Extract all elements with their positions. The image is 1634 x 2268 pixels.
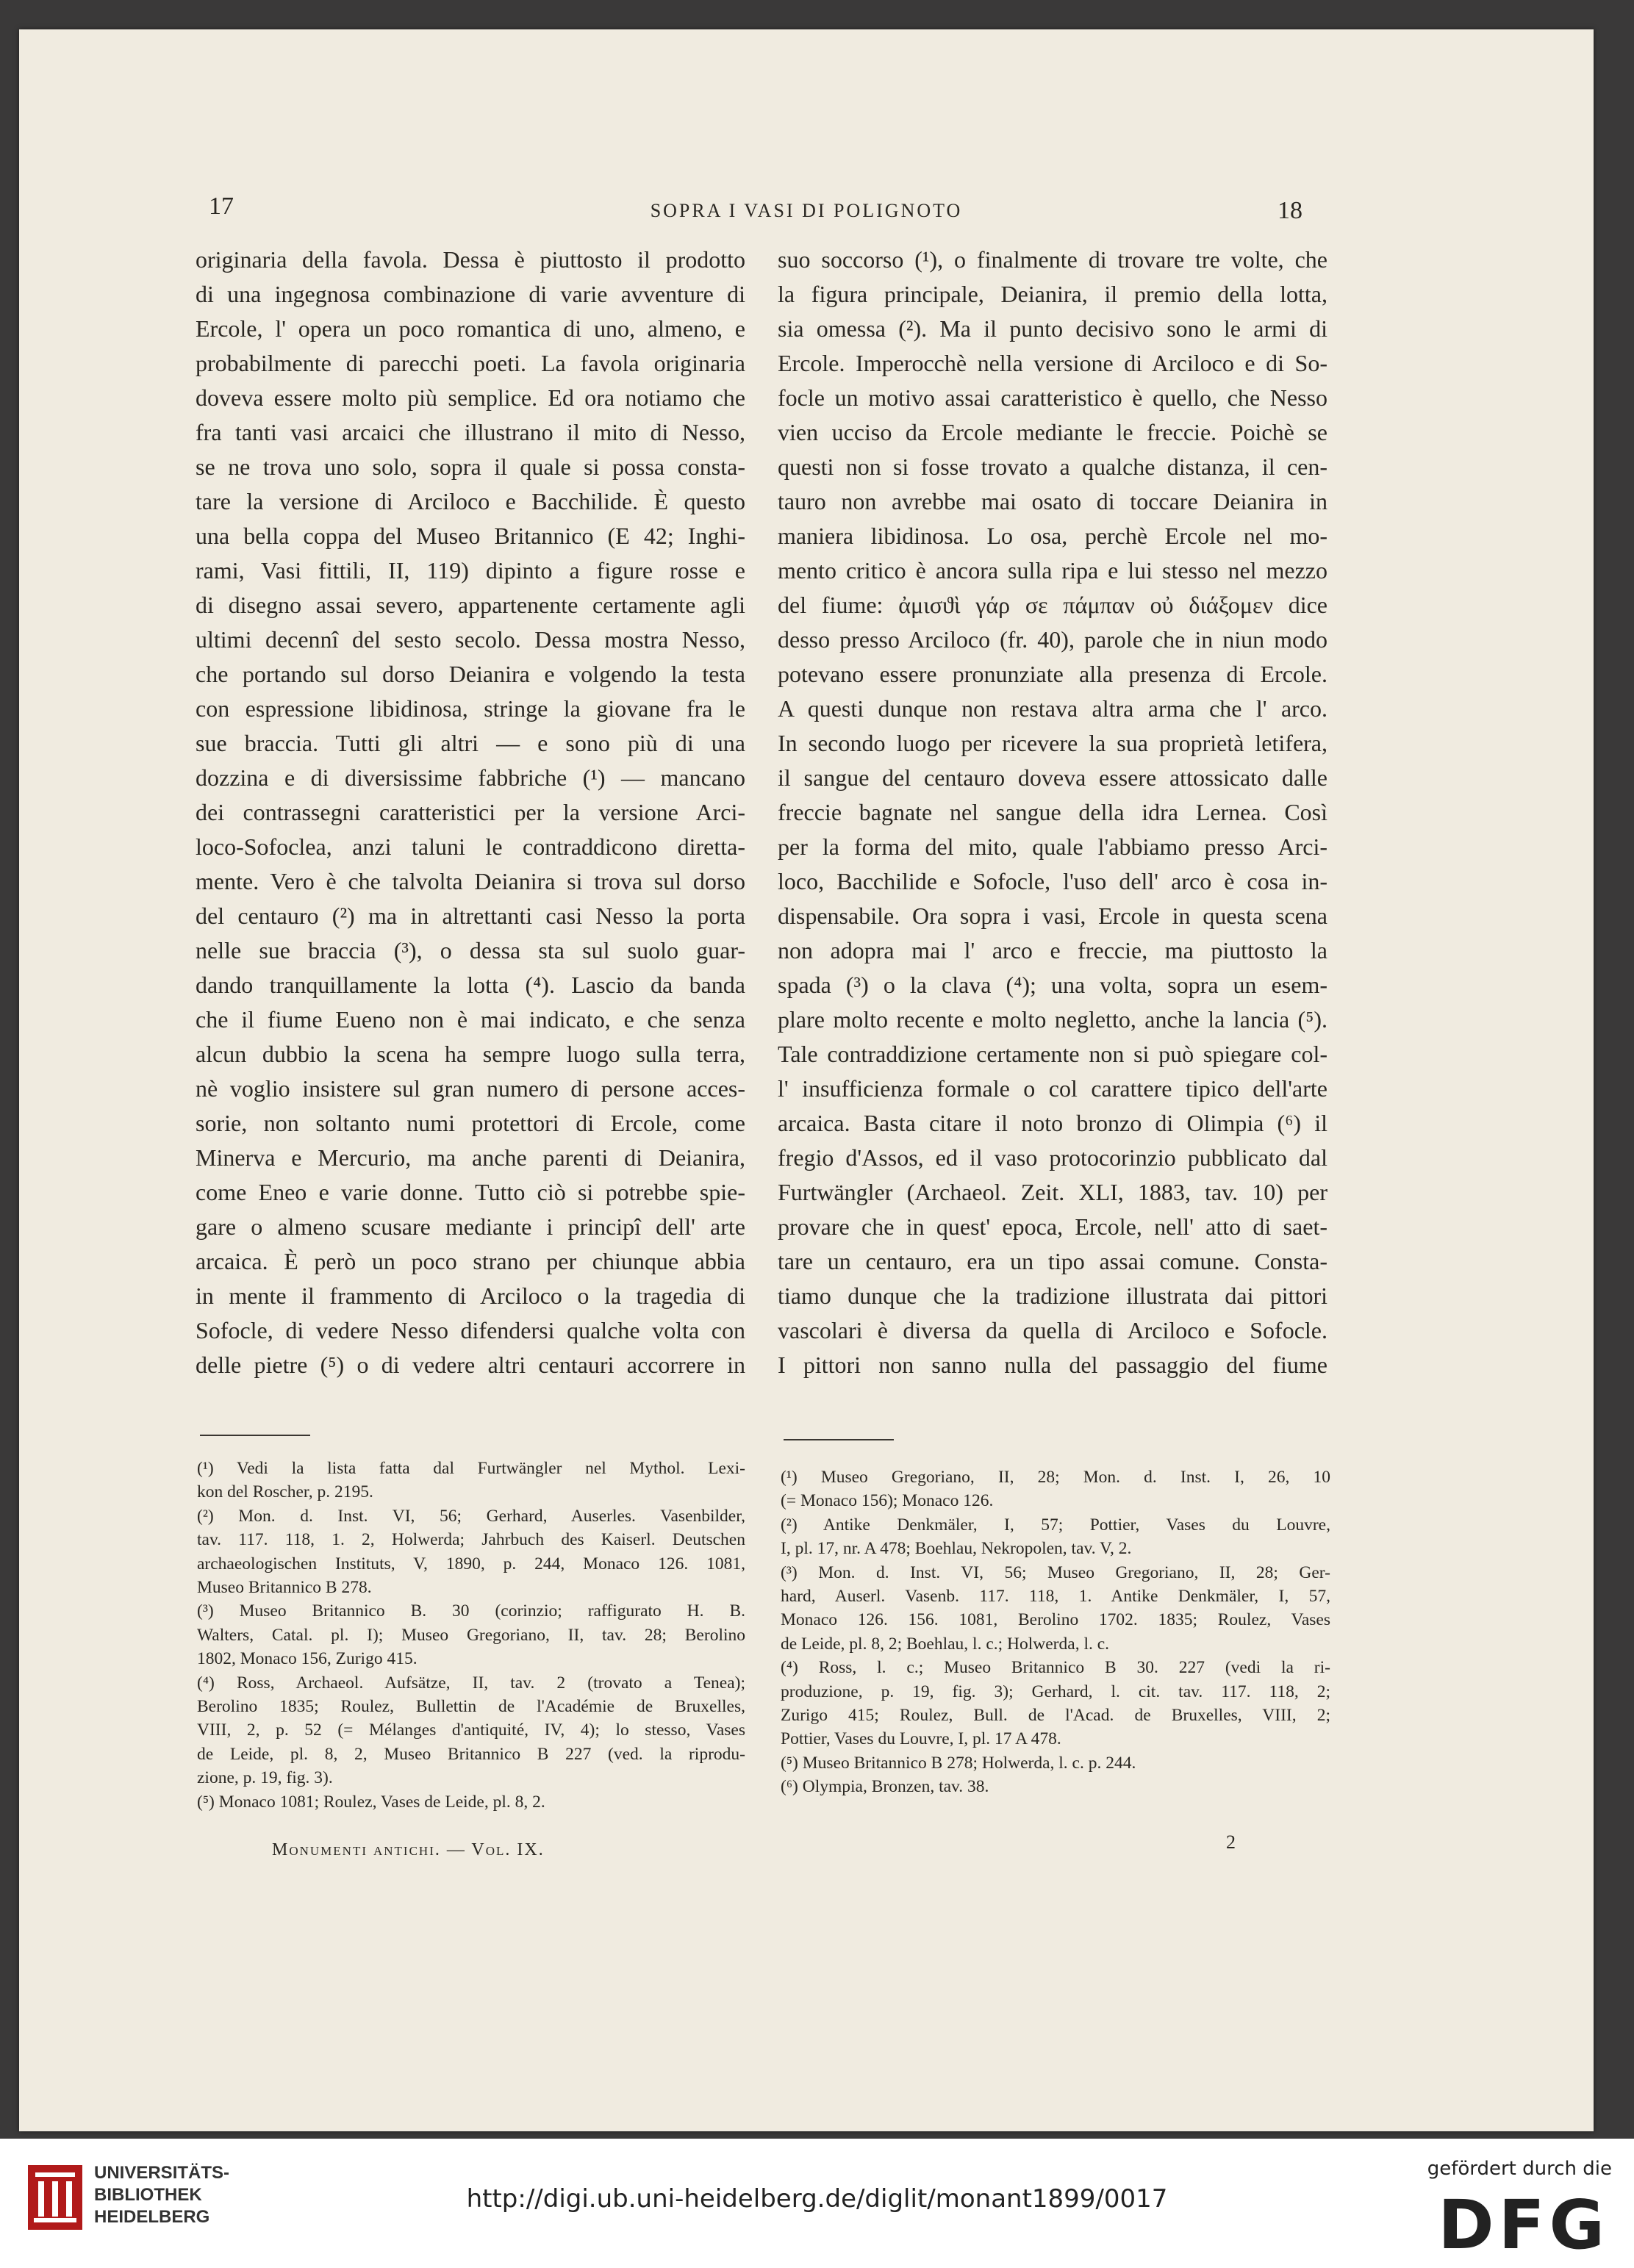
page-number-left: 17 — [209, 193, 234, 220]
text-line: (⁴) Ross, Archaeol. Aufsätze, II, tav. 2 (trovato a Tenea); — [197, 1673, 745, 1693]
text-line: (⁵) Monaco 1081; Roulez, Vases de Leide, pl. 8, 2. — [197, 1792, 545, 1812]
running-title: SOPRA I VASI DI POLIGNOTO — [650, 200, 963, 221]
text-line: probabilmente di parecchi poeti. La favola originaria — [196, 350, 745, 376]
text-line: una bella coppa del Museo Britannico (E 42; Inghi- — [196, 523, 745, 549]
text-line: del centauro (²) ma in altrettanti casi Nesso la porta — [196, 902, 745, 929]
text-line: I pittori non sanno nulla del passaggio del fiume — [778, 1352, 1327, 1378]
text-line: Minerva e Mercurio, ma anche parenti di Deianira, — [196, 1144, 745, 1171]
text-line: arcaica. È però un poco strano per chiunque abbia — [196, 1248, 745, 1274]
text-line: (⁴) Ross, l. c.; Museo Britannico B 30. 227 (vedi la ri- — [781, 1658, 1330, 1678]
text-line: 1802, Monaco 156, Zurigo 415. — [197, 1649, 418, 1669]
text-line: (¹) Museo Gregoriano, II, 28; Mon. d. Inst. I, 26, 10 — [781, 1468, 1330, 1487]
dfg-logo: DFG — [1438, 2186, 1609, 2264]
text-line: alcun dubbio la scena ha sempre luogo sulla terra, — [196, 1041, 745, 1067]
text-line: sue braccia. Tutti gli altri — e sono più di una — [196, 730, 745, 756]
text-line: (²) Mon. d. Inst. VI, 56; Gerhard, Auserles. Vasenbilder, — [197, 1506, 745, 1526]
document-page — [19, 29, 1594, 2131]
text-line: tare un centauro, era un tipo assai comune. Consta- — [778, 1248, 1327, 1274]
text-line: spada (³) o la clava (⁴); una volta, sopra un esem- — [778, 972, 1327, 998]
text-line: delle pietre (⁵) o di vedere altri centauri accorrere in — [196, 1352, 745, 1378]
text-line: il sangue del centauro doveva essere attossicato dalle — [778, 764, 1327, 791]
text-line: (¹) Vedi la lista fatta dal Furtwängler nel Mythol. Lexi- — [197, 1459, 745, 1478]
text-line: (⁵) Museo Britannico B 278; Holwerda, l. c. p. 244. — [781, 1753, 1136, 1773]
text-line: (²) Antike Denkmäler, I, 57; Pottier, Vases du Louvre, — [781, 1515, 1330, 1535]
text-line: dozzina e di diversissime fabbriche (¹) — mancano — [196, 764, 745, 791]
text-line: Furtwängler (Archaeol. Zeit. XLI, 1883, tav. 10) per — [778, 1179, 1327, 1205]
text-line: (⁶) Olympia, Bronzen, tav. 38. — [781, 1777, 989, 1797]
text-line: mente. Vero è che talvolta Deianira si trova sul dorso — [196, 868, 745, 894]
left-text-column — [196, 243, 745, 1382]
text-line: archaeologischen Instituts, V, 1890, p. 244, Monaco 126. 1081, — [197, 1554, 745, 1573]
text-line: (³) Mon. d. Inst. VI, 56; Museo Gregoriano, II, 28; Ger- — [781, 1562, 1330, 1582]
text-line: A questi dunque non restava altra arma che l' arco. — [778, 695, 1327, 722]
text-line: vascolari è diversa da quella di Arciloco e Sofocle. — [778, 1317, 1327, 1343]
text-line: In secondo luogo per ricevere la sua proprietà letifera, — [778, 730, 1327, 756]
footnote-rule-right — [784, 1439, 894, 1440]
text-line: di disegno assai severo, appartenente certamente agli — [196, 592, 745, 618]
text-line: gare o almeno scusare mediante i principî dell' arte — [196, 1213, 745, 1240]
text-line: non adopra mai l' arco e freccie, ma piuttosto la — [778, 937, 1327, 963]
text-line: Walters, Catal. pl. I); Museo Gregoriano, II, tav. 28; Berolino — [197, 1625, 745, 1645]
footnotes-right — [781, 1465, 1330, 1799]
text-line: loco, Bacchilide e Sofocle, l'uso dell' arco è cosa in- — [778, 868, 1327, 894]
document-url-link[interactable]: http://digi.ub.uni-heidelberg.de/diglit/monant1899/0017 — [466, 2184, 1168, 2214]
text-line: questi non si fosse trovato a qualche distanza, il cen- — [778, 453, 1327, 480]
text-line: VIII, 2, p. 52 (= Mélanges d'antiquité, IV, 4); lo stesso, Vases — [197, 1720, 745, 1740]
text-line: provare che in quest' epoca, Ercole, nell' atto di saet- — [778, 1213, 1327, 1240]
text-line: dei contrassegni caratteristici per la versione Arci- — [196, 799, 745, 825]
text-line: I, pl. 17, nr. A 478; Boehlau, Nekropolen, tav. V, 2. — [781, 1539, 1132, 1559]
text-line: nè voglio insistere sul gran numero di persone acces- — [196, 1075, 745, 1102]
text-line: del fiume: ἀμισϑὶ γάρ σε πάμπαν οὐ διάξομεν dice — [778, 592, 1327, 618]
text-line: de Leide, pl. 8, 2, Museo Britannico B 227 (ved. la riprodu- — [197, 1744, 745, 1764]
footnote-rule-left — [200, 1435, 310, 1436]
volume-line: Monumenti antichi. — Vol. IX. — [272, 1840, 545, 1859]
text-line: hard, Auserl. Vasenb. 117. 118, 1. Antike Denkmäler, I, 57, — [781, 1587, 1330, 1607]
text-line: ultimi decennî del sesto secolo. Dessa mostra Nesso, — [196, 626, 745, 653]
text-line: tauro non avrebbe mai osato di toccare Deianira in — [778, 488, 1327, 514]
text-line: Ercole, l' opera un poco romantica di uno, almeno, e — [196, 315, 745, 342]
text-line: tare la versione di Arciloco e Bacchilide. È questo — [196, 488, 745, 514]
text-line: loco-Sofoclea, anzi taluni le contraddicono diretta- — [196, 833, 745, 860]
text-line: con espressione libidinosa, stringe la giovane fra le — [196, 695, 745, 722]
text-line: sorie, non soltanto numi protettori di Ercole, come — [196, 1110, 745, 1136]
funded-by-text: gefördert durch die — [1427, 2158, 1612, 2180]
text-line: kon del Roscher, p. 2195. — [197, 1482, 373, 1502]
text-line: (= Monaco 156); Monaco 126. — [781, 1491, 994, 1511]
text-line: Ercole. Imperocchè nella versione di Arciloco e di So- — [778, 350, 1327, 376]
text-line: plare molto recente e molto negletto, anche la lancia (⁵). — [778, 1006, 1327, 1033]
text-line: potevano essere pronunziate alla presenza di Ercole. — [778, 661, 1327, 687]
text-line: freccie bagnate nel sangue della idra Lernea. Così — [778, 799, 1327, 825]
text-line: Pottier, Vases du Louvre, I, pl. 17 A 478. — [781, 1729, 1061, 1749]
text-line: de Leide, pl. 8, 2; Boehlau, l. c.; Holwerda, l. c. — [781, 1634, 1110, 1654]
text-line: come Eneo e varie donne. Tutto ciò si potrebbe spie- — [196, 1179, 745, 1205]
text-line: Museo Britannico B 278. — [197, 1578, 372, 1598]
text-line: fregio d'Assos, ed il vaso protocorinzio pubblicato dal — [778, 1144, 1327, 1171]
text-line: la figura principale, Deianira, il premio della lotta, — [778, 281, 1327, 307]
library-name-line: HEIDELBERG — [94, 2207, 210, 2227]
text-line: (³) Museo Britannico B. 30 (corinzio; raffigurato H. B. — [197, 1601, 745, 1621]
text-line: in mente il frammento di Arciloco o la tragedia di — [196, 1282, 745, 1309]
text-line: arcaica. Basta citare il noto bronzo di Olimpia (⁶) il — [778, 1110, 1327, 1136]
text-line: Monaco 126. 156. 1081, Berolino 1702. 1835; Roulez, Vases — [781, 1610, 1330, 1630]
text-line: suo soccorso (¹), o finalmente di trovare tre volte, che — [778, 246, 1327, 273]
viewer-footer — [0, 2139, 1634, 2268]
text-line: se ne trova uno solo, sopra il quale si possa consta- — [196, 453, 745, 480]
text-line: tav. 117. 118, 1. 2, Holwerda; Jahrbuch des Kaiserl. Deutschen — [197, 1530, 745, 1550]
text-line: vien ucciso da Ercole mediante le freccie. Poichè se — [778, 419, 1327, 445]
text-line: mento critico è ancora sulla ripa e lui stesso nel mezzo — [778, 557, 1327, 584]
text-line: che portando sul dorso Deianira e volgendo la testa — [196, 661, 745, 687]
text-line: doveva essere molto più semplice. Ed ora notiamo che — [196, 384, 745, 411]
text-line: originaria della favola. Dessa è piuttosto il prodotto — [196, 246, 745, 273]
text-line: Tale contraddizione certamente non si può spiegare col- — [778, 1041, 1327, 1067]
text-line: sia omessa (²). Ma il punto decisivo sono le armi di — [778, 315, 1327, 342]
text-line: che il fiume Eueno non è mai indicato, e che senza — [196, 1006, 745, 1033]
text-line: Zurigo 415; Roulez, Bull. de l'Acad. de Bruxelles, VIII, 2; — [781, 1706, 1330, 1726]
text-line: Berolino 1835; Roulez, Bullettin de l'Académie de Bruxelles, — [197, 1697, 745, 1717]
library-name-line: UNIVERSITÄTS- — [94, 2163, 230, 2183]
text-line: rami, Vasi fittili, II, 119) dipinto a figure rosse e — [196, 557, 745, 584]
signature-number: 2 — [1226, 1831, 1236, 1853]
right-text-column — [778, 243, 1327, 1382]
library-name-line: BIBLIOTHEK — [94, 2185, 202, 2205]
text-line: per la forma del mito, quale l'abbiamo presso Arci- — [778, 833, 1327, 860]
text-line: l' insufficienza formale o col carattere tipico dell'arte — [778, 1075, 1327, 1102]
text-line: tiamo dunque che la tradizione illustrata dai pittori — [778, 1282, 1327, 1309]
text-line: dispensabile. Ora sopra i vasi, Ercole in questa scena — [778, 902, 1327, 929]
text-line: di una ingegnosa combinazione di varie avventure di — [196, 281, 745, 307]
text-line: zione, p. 19, fig. 3). — [197, 1768, 333, 1788]
text-line: focle un motivo assai caratteristico è quello, che Nesso — [778, 384, 1327, 411]
page-number-right: 18 — [1278, 197, 1302, 224]
text-line: fra tanti vasi arcaici che illustrano il mito di Nesso, — [196, 419, 745, 445]
footnotes-left — [197, 1457, 745, 1814]
text-line: maniera libidinosa. Lo osa, perchè Ercole nel mo- — [778, 523, 1327, 549]
text-line: dando tranquillamente la lotta (⁴). Lascio da banda — [196, 972, 745, 998]
text-line: Sofocle, di vedere Nesso difendersi qualche volta con — [196, 1317, 745, 1343]
text-line: produzione, p. 19, fig. 3); Gerhard, l. cit. tav. 117. 118, 2; — [781, 1682, 1330, 1701]
text-line: desso presso Arciloco (fr. 40), parole che in niun modo — [778, 626, 1327, 653]
text-line: nelle sue braccia (³), o dessa sta sul suolo guar- — [196, 937, 745, 963]
